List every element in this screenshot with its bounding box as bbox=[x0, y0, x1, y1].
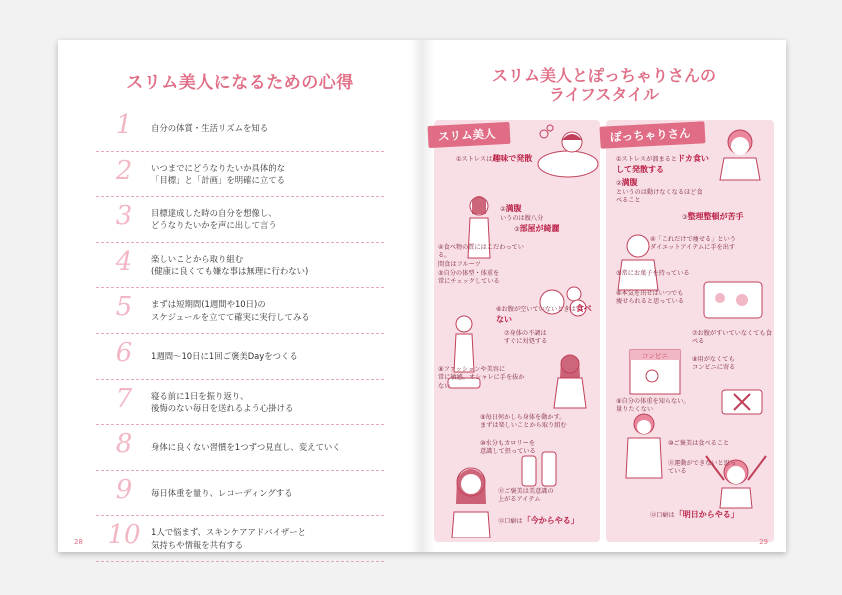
rule-item bbox=[96, 197, 384, 243]
note-text: ⑥本気を出せばいつでも bbox=[616, 290, 684, 297]
scale-illustration bbox=[718, 382, 768, 420]
lifestyle-note bbox=[692, 330, 772, 347]
lifestyle-note bbox=[498, 488, 596, 505]
note-text: ③ bbox=[682, 214, 688, 221]
note-text: ⑨自分の体重を知らない。 bbox=[616, 398, 690, 405]
note-text: ⑦身体の不調は bbox=[504, 330, 547, 337]
page-title: スリム美人になるための心得 bbox=[126, 73, 354, 93]
lifestyle-note bbox=[496, 304, 596, 326]
page-number-left: 28 bbox=[74, 538, 83, 546]
rule-text bbox=[151, 243, 391, 288]
rule-number: 3 bbox=[115, 201, 133, 232]
note-text: ⑤自分の体型・体重を bbox=[438, 270, 500, 277]
rule-text-line: 気持ちや情報を共有する bbox=[151, 539, 244, 550]
rule-item bbox=[96, 471, 384, 517]
note-text: 常にチェックしている bbox=[438, 278, 500, 286]
note-text: いうのは腹八分 bbox=[500, 214, 544, 222]
rule-number: 4 bbox=[115, 246, 133, 277]
note-text: ⑧用がなくても bbox=[692, 356, 735, 363]
lifestyle-note bbox=[438, 366, 528, 391]
snacks-box-illustration bbox=[698, 270, 768, 326]
lifestyle-note bbox=[498, 516, 596, 527]
note-emphasis: 食べない bbox=[496, 304, 592, 324]
rule-number: 10 bbox=[107, 520, 141, 551]
note-text: 痩せられると思っている bbox=[616, 298, 685, 306]
note-text: ⑦お腹がすいていなくても食べる bbox=[692, 330, 772, 346]
note-emphasis: 「明日からやる」 bbox=[674, 510, 739, 519]
rule-item bbox=[96, 380, 384, 426]
rule-number: 6 bbox=[115, 337, 133, 368]
rule-text-line: 楽しいことから取り組む bbox=[151, 253, 244, 264]
lifestyle-note bbox=[650, 236, 768, 253]
note-emphasis: 部屋が綺麗 bbox=[519, 224, 560, 233]
left-page bbox=[58, 40, 422, 552]
lifestyle-note bbox=[616, 290, 708, 307]
rule-text-line: 1人で悩まず、スキンケアアドバイザーと bbox=[151, 527, 306, 538]
note-text: コンビニに寄る bbox=[692, 364, 736, 372]
rule-text bbox=[151, 152, 391, 197]
fashion-woman-illustration bbox=[530, 352, 590, 412]
rule-number: 8 bbox=[115, 429, 133, 460]
note-emphasis: 趣味で発散 bbox=[492, 154, 533, 163]
standing-chubby-woman-illustration bbox=[624, 412, 664, 482]
book-spread bbox=[58, 40, 786, 552]
rule-number: 7 bbox=[115, 383, 133, 414]
note-text: ①ストレスが溜まると bbox=[616, 156, 678, 163]
rule-item bbox=[96, 516, 384, 562]
note-text: ⑩ご褒美は食べること bbox=[668, 440, 730, 447]
rule-text-line: (健康に良くても嫌な事は無理に行わない) bbox=[151, 266, 309, 277]
rule-text-line: 「目標」と「計画」を明確に立てる bbox=[151, 174, 285, 185]
lifestyle-note bbox=[504, 330, 598, 347]
rule-text bbox=[151, 471, 391, 516]
slim-beauty-panel bbox=[434, 120, 600, 542]
slim-banner: スリム美人 bbox=[427, 122, 510, 148]
note-text: ⑪ご褒美は美意識の bbox=[498, 488, 554, 495]
smiling-woman-illustration bbox=[446, 464, 496, 538]
lifestyle-note bbox=[438, 244, 534, 269]
rule-text-line: 毎日体重を量り、レコーディングする bbox=[151, 487, 293, 498]
note-text: ④「これだけで痩せる」という bbox=[650, 236, 736, 243]
title-line-2: ライフスタイル bbox=[548, 85, 660, 105]
note-text: 間食はフルーツ bbox=[438, 260, 481, 268]
note-emphasis: 満腹 bbox=[621, 178, 638, 187]
note-text: すぐに対処する bbox=[504, 338, 548, 346]
rule-text-line: 後悔のない毎日を送れるよう心掛ける bbox=[151, 402, 294, 413]
note-emphasis: 「今からやる」 bbox=[522, 516, 579, 525]
rule-number: 2 bbox=[115, 155, 133, 186]
lifestyle-note bbox=[438, 270, 534, 287]
rule-text bbox=[151, 516, 391, 561]
note-text: ⑨毎日何かしら身体を動かす。 bbox=[480, 414, 566, 421]
note-text: ② bbox=[500, 206, 506, 213]
rule-item bbox=[96, 243, 384, 289]
page-title-right bbox=[422, 66, 786, 104]
note-text: ④食べ物の質にはこだわっている。 bbox=[438, 244, 524, 260]
lifestyle-note bbox=[514, 224, 594, 235]
note-text: ⑤常にお菓子を持っている bbox=[616, 270, 690, 277]
rule-item bbox=[96, 152, 384, 198]
note-text: 上がるアイテム bbox=[498, 496, 541, 504]
rule-text-line: まずは短期間(1週間や10日)の bbox=[151, 299, 266, 310]
lifestyle-note bbox=[668, 460, 738, 477]
rule-number: 1 bbox=[115, 110, 133, 140]
lifestyle-note bbox=[682, 212, 770, 223]
note-text: 常に敏感。オシャレに手を抜かない bbox=[438, 374, 525, 390]
relaxing-woman-illustration bbox=[530, 120, 600, 182]
rule-text bbox=[151, 334, 391, 379]
rule-text bbox=[151, 197, 391, 242]
rule-text-line: どうなりたいかを声に出して言う bbox=[151, 220, 277, 231]
note-text: ①ストレスは bbox=[456, 156, 493, 163]
rule-text-line: 自分の体質・生活リズムを知る bbox=[151, 123, 269, 134]
rule-text-line: スケジュールを立てて確実に実行してみる bbox=[151, 311, 310, 322]
rule-text-line: 身体に良くない習慣を1つずつ見直し、変えていく bbox=[151, 442, 341, 453]
rule-text bbox=[151, 380, 391, 425]
right-page bbox=[422, 40, 786, 552]
rule-text-line: 寝る前に1日を振り返り、 bbox=[151, 390, 249, 401]
lifestyle-note bbox=[616, 398, 712, 415]
note-text: ダイエットアイテムに手を出す bbox=[650, 244, 736, 252]
note-text: ⑩水分もカロリーを bbox=[480, 440, 536, 447]
lifestyle-note bbox=[500, 204, 596, 223]
note-emphasis: 満腹 bbox=[505, 204, 522, 213]
note-text: ⑫口癖は bbox=[650, 512, 675, 519]
lifestyle-note bbox=[480, 414, 598, 431]
rule-text bbox=[151, 106, 391, 151]
rule-number: 9 bbox=[115, 474, 133, 505]
lifestyle-note bbox=[616, 178, 708, 206]
lifestyle-note bbox=[650, 510, 746, 521]
rule-item bbox=[96, 334, 384, 380]
rule-text bbox=[151, 425, 391, 470]
convenience-store-illustration bbox=[626, 336, 686, 396]
rule-item bbox=[96, 288, 384, 334]
lifestyle-note bbox=[616, 270, 706, 278]
eating-woman-illustration bbox=[710, 124, 770, 186]
note-emphasis: ドカ食いして発散する bbox=[616, 154, 709, 174]
stretching-woman-illustration bbox=[702, 450, 768, 510]
chubby-banner: ぽっちゃりさん bbox=[599, 121, 705, 148]
rule-item bbox=[96, 425, 384, 471]
rule-number: 5 bbox=[115, 292, 133, 323]
note-text: というのは動けなくなるほど食べること bbox=[616, 188, 703, 205]
note-text: ⑫口癖は bbox=[498, 518, 523, 525]
chubby-panel bbox=[606, 120, 774, 542]
note-text: ③ bbox=[514, 226, 520, 233]
note-emphasis: 整理整頓が苦手 bbox=[687, 212, 744, 221]
note-text: ② bbox=[616, 180, 622, 187]
rule-text-line: 1週間～10日に1回ご褒美Dayをつくる bbox=[151, 351, 298, 362]
note-text: まずは楽しいことから取り組む bbox=[480, 422, 567, 430]
note-text: ⑪運動ができないと思っている bbox=[668, 460, 737, 476]
lifestyle-note bbox=[668, 440, 738, 448]
note-text: 量りたくない bbox=[616, 406, 654, 414]
rule-item bbox=[96, 106, 384, 152]
note-text: ⑧ファッションや美容に bbox=[438, 366, 506, 373]
note-text: ⑥お腹が空いていないときは bbox=[496, 306, 576, 313]
lifestyle-note bbox=[456, 154, 536, 165]
lifestyle-note bbox=[616, 154, 712, 176]
rule-text-line: 目標達成した時の自分を想像し、 bbox=[151, 208, 277, 219]
store-sign-text: コンビニ bbox=[642, 352, 668, 360]
note-text: 意識して摂っている bbox=[480, 448, 536, 456]
page-number-right: 29 bbox=[759, 538, 768, 546]
lifestyle-note bbox=[692, 356, 770, 373]
rule-text-line: いつまでにどうなりたいか具体的な bbox=[151, 162, 285, 173]
rules-list bbox=[96, 106, 384, 562]
rule-text bbox=[151, 288, 391, 333]
title-line-1: スリム美人とぽっちゃりさんの bbox=[491, 66, 716, 85]
lifestyle-note bbox=[480, 440, 548, 457]
